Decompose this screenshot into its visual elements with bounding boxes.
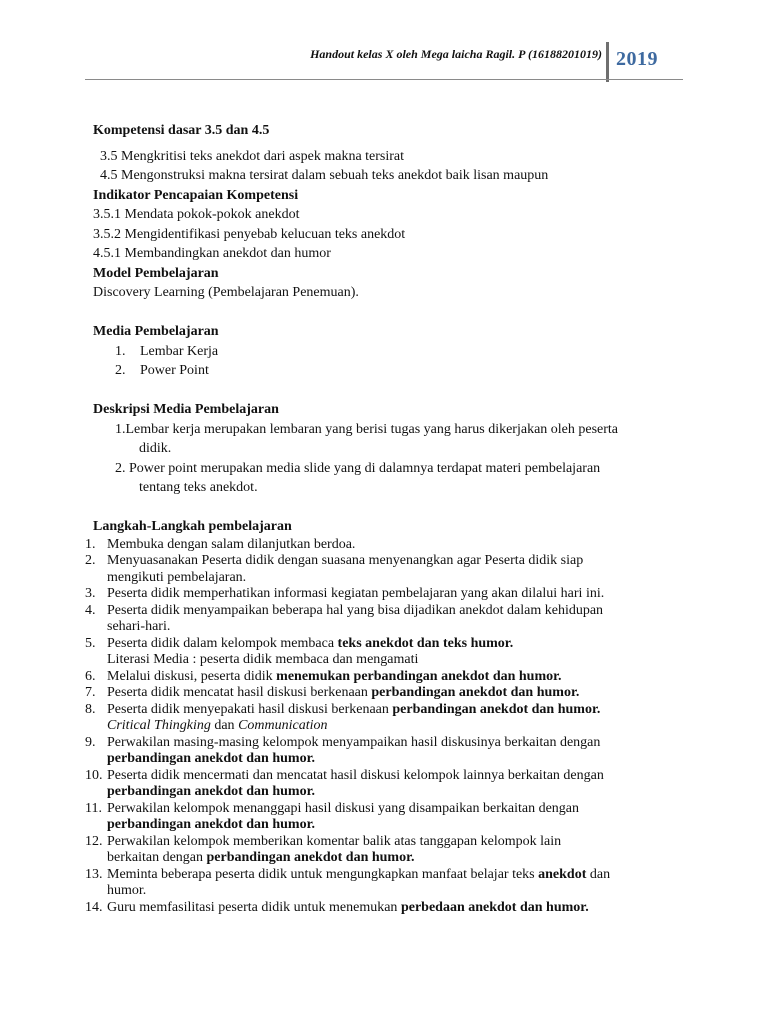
ipk-item: 4.5.1 Membandingkan anekdot dan humor (93, 246, 331, 261)
document-body (85, 121, 675, 916)
langkah-step: 1. Membuka dengan salam dilanjutkan berdoa. (85, 536, 356, 552)
header-title: Handout kelas X oleh Mega laicha Ragil. P (16188201019) (310, 47, 602, 61)
langkah-heading: Langkah-Langkah pembelajaran (93, 519, 292, 534)
langkah-step: 10. Peserta didik mencermati dan mencatat hasil diskusi kelompok lainnya berkaitan dengan perbandingan anekdot dan humor. (85, 767, 604, 799)
header-rule (85, 79, 683, 80)
langkah-step: 5. Peserta didik dalam kelompok membaca teks anekdot dan teks humor. (85, 635, 514, 651)
langkah-substep: Critical Thingking dan Communication (107, 718, 328, 733)
langkah-step: 6. Melalui diskusi, peserta didik menemukan perbandingan anekdot dan humor. (85, 668, 562, 684)
kd-item: 3.5 Mengkritisi teks anekdot dari aspek makna tersirat (100, 148, 405, 164)
langkah-step: 2. Menyuasanakan Peserta didik dengan suasana menyenangkan agar Peserta didik siap mengikuti pembelajaran. (85, 553, 584, 585)
langkah-substep: Literasi Media : peserta didik membaca dan mengamati (107, 652, 419, 667)
kd-heading: Kompetensi dasar 3.5 dan 4.5 (93, 123, 270, 138)
langkah-step: 9. Perwakilan masing-masing kelompok menyampaikan hasil diskusinya berkaitan dengan perbandingan anekdot dan humor. (85, 734, 601, 766)
langkah-step: 8. Peserta didik menyepakati hasil diskusi berkenaan perbandingan anekdot dan humor. (85, 701, 601, 717)
langkah-step: 13. Meminta beberapa peserta didik untuk mengungkapkan manfaat belajar teks anekdot dan humor. (85, 866, 611, 898)
deskripsi-heading: Deskripsi Media Pembelajaran (93, 402, 279, 417)
langkah-step: 11. Perwakilan kelompok menanggapi hasil diskusi yang disampaikan berkaitan dengan perbandingan anekdot dan humor. (85, 800, 579, 832)
langkah-step: 3. Peserta didik memperhatikan informasi kegiatan pembelajaran yang akan dilalui hari ini. (85, 586, 605, 601)
kd-item: 4.5 Mengonstruksi makna tersirat dalam sebuah teks anekdot baik lisan maupun (100, 168, 549, 183)
langkah-step: 12. Perwakilan kelompok memberikan komentar balik atas tanggapan kelompok lain berkaitan dengan perbandingan anekdot dan humor. (85, 833, 562, 865)
media-heading: Media Pembelajaran (93, 324, 219, 339)
deskripsi-item: 2. Power point merupakan media slide yang di dalamnya terdapat materi pembelajaran tentang teks anekdot. (115, 460, 601, 495)
media-item: 1. Lembar Kerja (115, 343, 219, 359)
header-divider (606, 42, 609, 82)
model-text: Discovery Learning (Pembelajaran Penemuan). (93, 285, 359, 300)
media-item: 2. Power Point (115, 363, 209, 378)
model-heading: Model Pembelajaran (93, 265, 219, 281)
ipk-item: 3.5.1 Mendata pokok-pokok anekdot (93, 207, 300, 222)
ipk-item: 3.5.2 Mengidentifikasi penyebab kelucuan teks anekdot (93, 226, 406, 242)
langkah-step: 14. Guru memfasilitasi peserta didik untuk menemukan perbedaan anekdot dan humor. (85, 899, 589, 915)
langkah-step: 7. Peserta didik mencatat hasil diskusi berkenaan perbandingan anekdot dan humor. (85, 685, 580, 700)
langkah-step: 4. Peserta didik menyampaikan beberapa hal yang bisa dijadikan anekdot dalam kehidupan sehari-hari. (85, 602, 604, 634)
header-year: 2019 (616, 48, 658, 70)
deskripsi-item: 1.Lembar kerja merupakan lembaran yang berisi tugas yang harus dikerjakan oleh peserta didik. (115, 421, 619, 456)
ipk-heading: Indikator Pencapaian Kompetensi (93, 187, 299, 203)
